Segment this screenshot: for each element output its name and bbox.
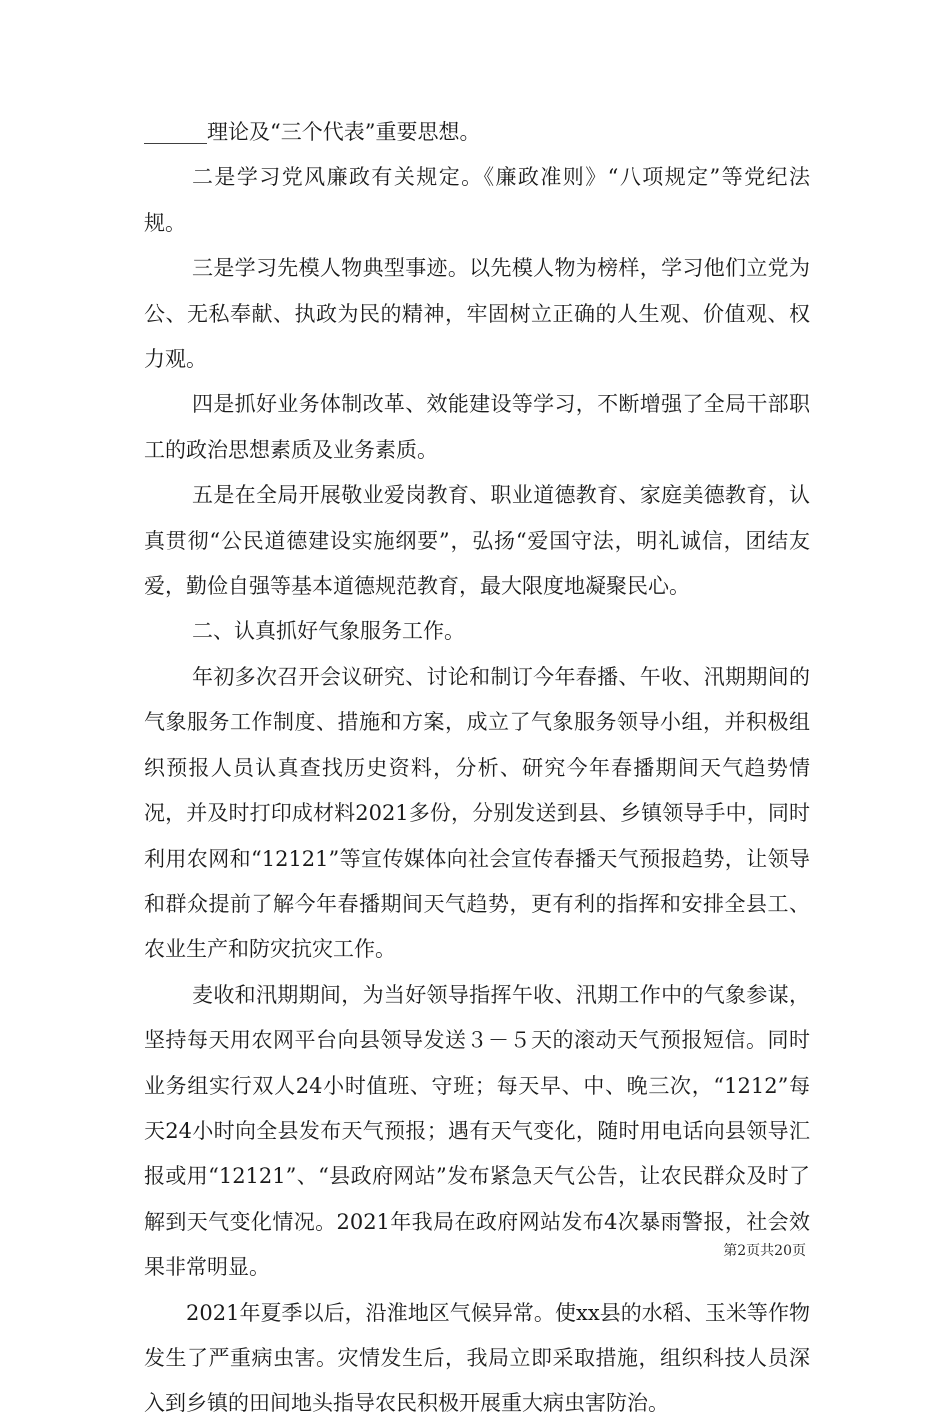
paragraph-point-four: 四是抓好业务体制改革、效能建设等学习，不断增强了全局干部职工的政治思想素质及业务素质。 [144, 392, 810, 462]
paragraph-harvest-flood: 麦收和汛期期间，为当好领导指挥午收、汛期工作中的气象参谋，坚持每天用农网平台向县领导发送３－５天的滚动天气预报短信。同时业务组实行双人24小时值班、守班；每天早、中、晚三次，“1212”每天24小时向全县发布天气预报；遇有天气变化，随时用电话向县领导汇报或用“12121”、“县政府网站”发布紧急天气公告，让农民群众及时了解到天气变化情况。2021年我局在政府网站发布4次暴雨警报，社会效果非常明显。 [144, 982, 810, 1280]
paragraph-spring-planting: 年初多次召开会议研究、讨论和制订今年春播、午收、汛期期间的气象服务工作制度、措施和方案，成立了气象服务领导小组，并积极组织预报人员认真查找历史资料，分析、研究今年春播期间天气趋势情况，并及时打印成材料2021多份，分别发送到县、乡镇领导手中，同时利用农网和“12121”等宣传媒体向社会宣传春播天气预报趋势，让领导和群众提前了解今年春播期间天气趋势，更有利的指挥和安排全县工、农业生产和防灾抗灾工作。 [144, 664, 810, 962]
page-number: 第2页共20页 [723, 1243, 806, 1259]
paragraph-point-five: 五是在全局开展敬业爱岗教育、职业道德教育、家庭美德教育，认真贯彻“公民道德建设实施纲要”，弘扬“爱国守法，明礼诚信，团结友爱，勤俭自强等基本道德规范教育，最大限度地凝聚民心。 [144, 483, 810, 599]
paragraph-point-two: 二是学习党风廉政有关规定。《廉政准则》“八项规定”等党纪法规。 [144, 165, 810, 235]
section-heading-weather-service: 二、认真抓好气象服务工作。 [192, 619, 465, 644]
paragraph-point-three: 三是学习先模人物典型事迹。以先模人物为榜样，学习他们立党为公、无私奉献、执政为民的精神，牢固树立正确的人生观、价值观、权力观。 [144, 256, 810, 372]
document-body [144, 110, 810, 1427]
paragraph-summer-pests: 2021年夏季以后，沿淮地区气候异常。使xx县的水稻、玉米等作物发生了严重病虫害。灾情发生后，我局立即采取措施，组织科技人员深入到乡镇的田间地头指导农民积极开展重大病虫害防治。 [144, 1300, 810, 1416]
paragraph-theory: ______理论及“三个代表”重要思想。 [144, 120, 481, 144]
